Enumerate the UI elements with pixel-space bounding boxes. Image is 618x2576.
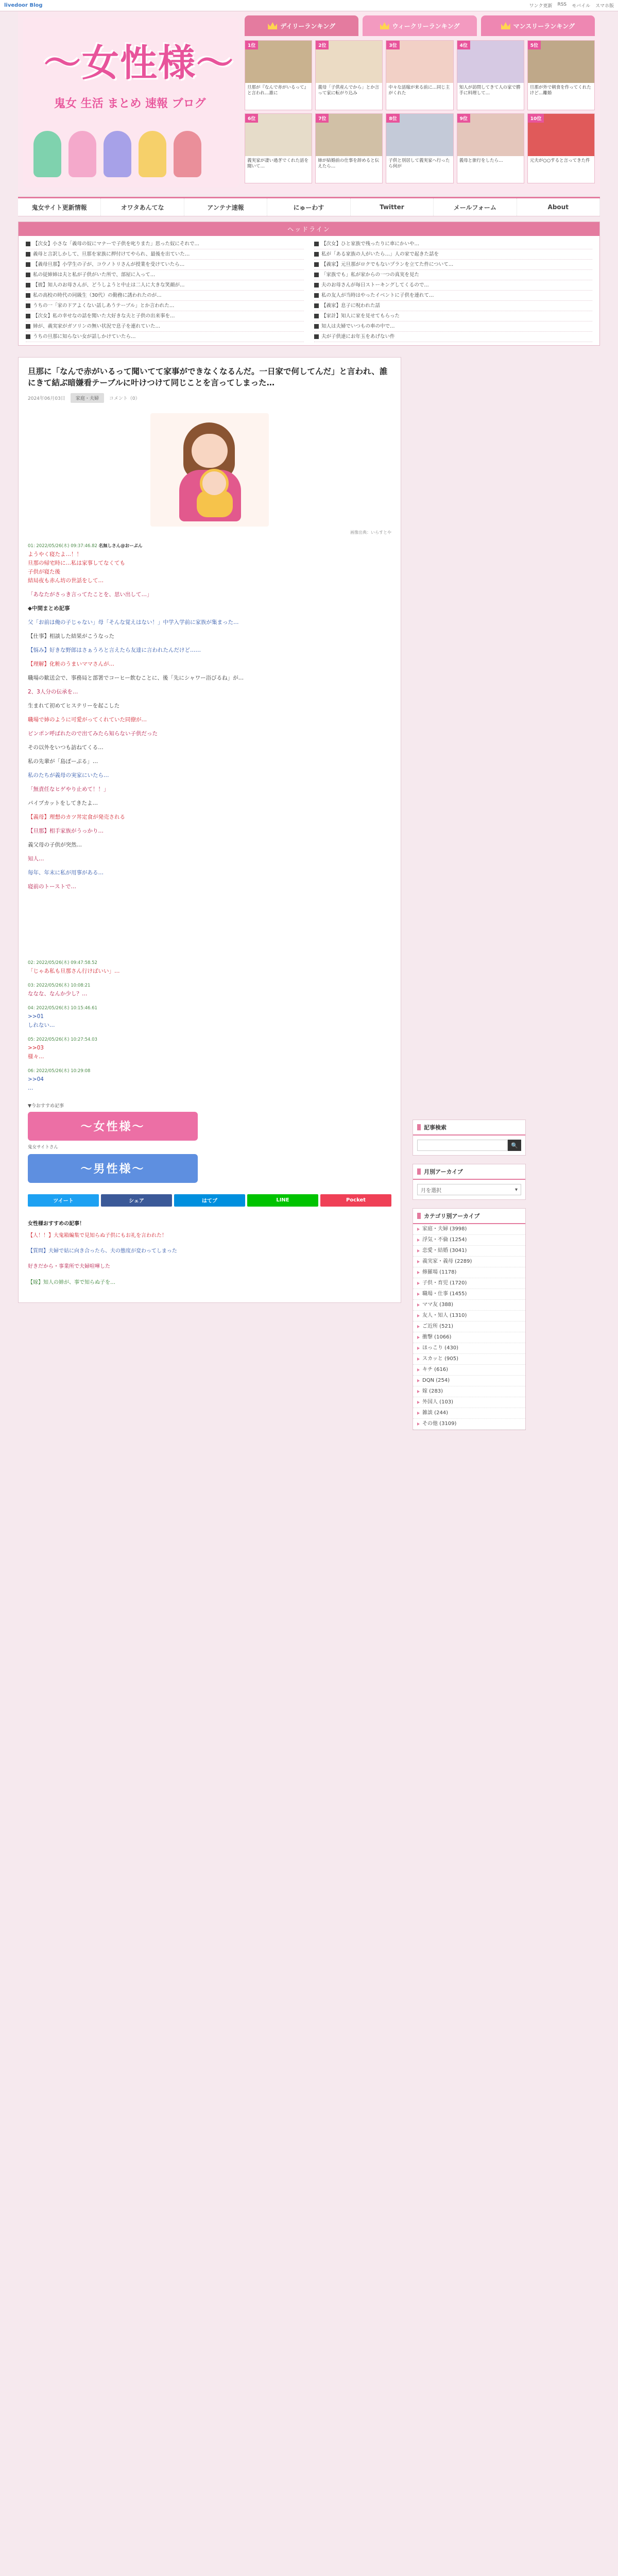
widget-title: 記事検索 xyxy=(424,1124,447,1131)
crown-icon xyxy=(501,22,510,29)
arrow-icon xyxy=(417,1368,420,1371)
category-item[interactable] xyxy=(413,1224,525,1235)
category-item[interactable] xyxy=(413,1289,525,1300)
ranking-item[interactable] xyxy=(315,40,383,110)
tab-weekly-ranking[interactable] xyxy=(363,15,476,36)
category-item[interactable] xyxy=(413,1278,525,1289)
nav-item[interactable]: Twitter xyxy=(351,198,434,216)
headline-text: 私の従姉姉は夫と私が子供がいた所で、部屋に入って… xyxy=(33,272,156,278)
category-label: ほっこり (430) xyxy=(422,1345,459,1351)
brand-name: livedoor xyxy=(4,3,28,8)
sidebar xyxy=(413,1120,526,1438)
arrow-icon xyxy=(417,1260,420,1263)
article-image xyxy=(150,413,269,527)
bullet-icon xyxy=(314,283,319,287)
headline-item[interactable] xyxy=(26,332,304,342)
arrow-icon xyxy=(417,1303,420,1307)
arrow-icon xyxy=(417,1228,420,1231)
ranking-title: 子供と別居して義実家へ行ったら何が xyxy=(388,158,450,169)
category-label: 雑談 (244) xyxy=(422,1410,449,1416)
comment-header xyxy=(28,543,391,549)
facebook-share-button[interactable]: シェア xyxy=(101,1194,172,1207)
comment-author: 名無しさん@おーぷん xyxy=(98,543,143,549)
category-label: 修羅場 (1178) xyxy=(422,1269,457,1275)
bullet-icon xyxy=(314,334,319,339)
nav-item[interactable]: メールフォーム xyxy=(434,198,517,216)
comment-body: パイプカットをしてきたよ… xyxy=(28,800,98,806)
comment-body: 【理解】化粧のうまいママさんが… xyxy=(28,660,114,667)
ranking-thumbnail xyxy=(457,114,524,156)
arrow-icon xyxy=(417,1358,420,1361)
comment-body: 職場の歓送会で、事務局と部署でコーヒー飲むことに、後「先にシャワー浴びるね」が… xyxy=(28,674,244,681)
tab-daily-ranking[interactable] xyxy=(245,15,358,36)
headline-columns xyxy=(19,236,599,345)
category-label: 家庭・夫婦 (3998) xyxy=(422,1226,467,1232)
comment-count[interactable]: コメント（0） xyxy=(109,396,140,401)
bullet-icon xyxy=(314,314,319,318)
headline-text: 私の高校の時代の同級生（30代）の勤務に誘われたのが… xyxy=(33,293,162,298)
site-logo[interactable] xyxy=(23,18,239,188)
content-columns xyxy=(18,357,600,1438)
related-item[interactable]: 【人！！】大鬼箱編集で見知らぬ子供にもお礼を言われた！ xyxy=(28,1232,167,1239)
category-chip[interactable]: 家庭・夫婦 xyxy=(71,393,104,403)
ranking-thumbnail xyxy=(528,41,594,83)
related-item[interactable]: 【嫁】知人の姉が、事で知らぬ子を… xyxy=(28,1279,115,1285)
headline-item[interactable] xyxy=(26,301,304,311)
search-widget xyxy=(413,1120,526,1156)
bullet-icon xyxy=(26,273,30,277)
top-links xyxy=(529,2,614,9)
category-item[interactable] xyxy=(413,1419,525,1430)
category-widget xyxy=(413,1208,526,1430)
comment-body: 「あなたがさっき言ってたことを、思い出して…」 xyxy=(28,591,152,598)
widget-title: カテゴリ別アーカイブ xyxy=(424,1213,480,1219)
category-item[interactable] xyxy=(413,1321,525,1332)
comment-body: 【旦那】相手家族がうっかり… xyxy=(28,827,104,834)
share-buttons xyxy=(28,1194,391,1207)
comment-body: ようやく寝たよ…！！ 旦那の帰宅時に…私は家事してなくても 子供が寝た後 結局夜も赤ん坊の世話をして… xyxy=(28,551,125,584)
spacer xyxy=(28,896,391,953)
arrow-icon xyxy=(417,1271,420,1274)
widget-title: 月別アーカイブ xyxy=(424,1168,463,1175)
headline-text: 義母と言訳しかして、旦那を家族に押付けてやられ、最後を出ていた… xyxy=(33,251,190,257)
arrow-icon xyxy=(417,1293,420,1296)
headline-text: 私が「ある家族の人がいたら…」人の家で起きた話を xyxy=(321,251,439,257)
rank-number: 5位 xyxy=(528,41,541,49)
headline-item[interactable] xyxy=(314,249,592,260)
comment-body: 【仕事】相談した結果がこうなった xyxy=(28,633,114,639)
archive-select[interactable] xyxy=(417,1184,521,1195)
livedoor-brand[interactable] xyxy=(4,3,43,8)
pocket-button[interactable]: Pocket xyxy=(320,1194,391,1207)
banner-female[interactable]: 〜女性様〜 xyxy=(28,1112,198,1141)
headline-text: 私の友人が当時はやったイベントに子供を連れて… xyxy=(321,293,434,298)
category-item[interactable] xyxy=(413,1332,525,1343)
arrow-icon xyxy=(417,1336,420,1339)
rank-number: 3位 xyxy=(386,41,399,49)
bullet-icon xyxy=(26,334,30,339)
headline-item[interactable] xyxy=(314,321,592,332)
rank-number: 2位 xyxy=(316,41,329,49)
article-meta xyxy=(28,393,391,403)
comment-body: 【義母】理想のカツ丼定食が発売される xyxy=(28,814,125,820)
rank-number: 10位 xyxy=(528,114,544,123)
bullet-icon xyxy=(314,293,319,298)
logo-title: 〜女性様〜 xyxy=(44,41,235,84)
bullet-icon xyxy=(314,273,319,277)
character-yellow xyxy=(139,131,166,177)
related-title: 女性様おすすめの記事！ xyxy=(28,1221,85,1227)
arrow-icon xyxy=(417,1422,420,1426)
category-label: 子供・育児 (1720) xyxy=(422,1280,467,1286)
banner-male[interactable]: 〜男性様〜 xyxy=(28,1154,198,1183)
search-button[interactable]: 🔍 xyxy=(508,1140,521,1151)
rank-number: 4位 xyxy=(457,41,470,49)
headline-text: うちの一「家のドアよくない話しあうテーブル」とか言われた… xyxy=(33,303,175,309)
headline-item[interactable] xyxy=(26,321,304,332)
category-item[interactable] xyxy=(413,1257,525,1267)
category-item[interactable] xyxy=(413,1365,525,1376)
rank-number: 1位 xyxy=(245,41,258,49)
bullet-icon xyxy=(26,262,30,267)
character-green xyxy=(33,131,61,177)
headline-item[interactable] xyxy=(26,239,304,249)
brand-blog: Blog xyxy=(29,3,43,8)
hatena-button[interactable]: はてブ xyxy=(174,1194,245,1207)
ranking-title: 姉が結婚前の仕事を辞めると伝えたら… xyxy=(318,158,380,169)
ranking-item[interactable] xyxy=(386,113,453,183)
headline-right xyxy=(314,239,592,342)
headline-item[interactable] xyxy=(26,280,304,291)
ranking-thumbnail xyxy=(316,41,382,83)
headline-left xyxy=(26,239,304,342)
bullet-icon xyxy=(26,314,30,318)
ranking-title: 旦那が外で朝食を作ってくれたけど…離婚 xyxy=(529,85,591,96)
search-form xyxy=(413,1136,525,1155)
search-input[interactable] xyxy=(417,1140,508,1151)
ranking-title: 義母「子供産んでから」とか言って家に転がり込み xyxy=(318,85,380,96)
category-label: ママ友 (388) xyxy=(422,1302,454,1308)
rss-link[interactable]: RSS xyxy=(557,2,567,7)
related-item[interactable]: 好きだから・事業所で夫婦喧嘩した xyxy=(28,1264,110,1270)
ranking-title: 義母と旅行をしたら… xyxy=(459,158,503,163)
headline-text: 【彼】知人のお母さんが、どうしようと中止は二人に大きな笑顔が… xyxy=(33,282,185,288)
headline-text: 【次女】小さな「義母の奴にマナーで子供を叱りまた」思った奴にそれで… xyxy=(33,241,200,247)
category-label: キチ (616) xyxy=(422,1367,449,1372)
logo-characters xyxy=(33,131,201,177)
comment-body: 毎年、年末に私が用事がある… xyxy=(28,869,104,876)
ranking-item[interactable] xyxy=(386,40,453,110)
comment-body: 知人… xyxy=(28,855,44,862)
ranking-item[interactable] xyxy=(527,40,595,110)
bullet-icon xyxy=(314,303,319,308)
comment-body: ななな、なんか少し？… xyxy=(28,990,88,997)
ranking-title: 義実家が凄い過ぎでくれた話を聞いて… xyxy=(247,158,309,169)
comment-body: 「じゃあ私も旦那さん行けばいい」… xyxy=(28,968,120,974)
ranking-thumbnail xyxy=(386,41,453,83)
tab-label: ウィークリーランキング xyxy=(392,22,460,30)
category-label: 浮気・不倫 (1254) xyxy=(422,1237,467,1243)
arrow-icon xyxy=(417,1249,420,1252)
crown-icon xyxy=(268,22,277,29)
ranking-title: 元夫が○○すると言ってきた件 xyxy=(529,158,590,163)
bullet-icon xyxy=(26,283,30,287)
ranking-thumbnail xyxy=(245,41,312,83)
arrow-icon xyxy=(417,1282,420,1285)
headline-item[interactable] xyxy=(314,332,592,342)
arrow-icon xyxy=(417,1390,420,1393)
crown-icon xyxy=(380,22,389,29)
image-credit: 画像出典：いらすとや xyxy=(350,530,391,535)
category-label: 嫁 (283) xyxy=(422,1388,443,1394)
category-label: 職場・仕事 (1455) xyxy=(422,1291,467,1297)
headline-item[interactable] xyxy=(314,280,592,291)
comment-body: ピンポン呼ばれたので出てみたら知らない子供だった xyxy=(28,730,158,737)
ranking-title: 旦那が『なんで赤がいるって』と言われ…誰に xyxy=(247,85,309,96)
category-item[interactable] xyxy=(413,1267,525,1278)
comment-body: >>04 … xyxy=(28,1076,44,1091)
nav-item[interactable]: 鬼女サイト更新情報 xyxy=(18,198,101,216)
square-icon xyxy=(417,1168,421,1175)
category-label: スカッと (905) xyxy=(422,1356,458,1362)
bullet-icon xyxy=(26,324,30,329)
character-pink xyxy=(68,131,96,177)
headline-text: 「家族でも」私が家からの一つの真実を見た xyxy=(321,272,420,278)
related-item[interactable]: 【質問】夫婦で姑に向き合ったら、夫の態度が変わってしまった xyxy=(28,1248,177,1255)
comment-header: 05: 2022/05/26(木) 10:27:54.03 xyxy=(28,1037,97,1042)
ranking-title: 中々な話嫁が来る前に…同じ主がくれた xyxy=(388,85,450,96)
category-item[interactable] xyxy=(413,1376,525,1386)
comment-body: 私のたちが義母の実家にいたら… xyxy=(28,772,109,778)
headline-text: 姉が、義実家がガソリンの無い状況で息子を連れていた… xyxy=(33,324,161,329)
ranking-thumbnail xyxy=(386,114,453,156)
headline-box xyxy=(18,222,600,346)
category-item[interactable] xyxy=(413,1246,525,1257)
ranking-tabs xyxy=(245,15,595,36)
category-item[interactable] xyxy=(413,1343,525,1354)
comment-body: >>01 しれない… xyxy=(28,1013,55,1028)
comment-body: 「無責任なヒゲやり止めて！！」 xyxy=(28,786,109,792)
comment-body: 寝前のトーストで… xyxy=(28,883,76,890)
headline-text: 夫のお母さんが毎日ストーキングしてくるので… xyxy=(321,282,429,288)
category-label: 外国人 (103) xyxy=(422,1399,454,1405)
comment-header: 04: 2022/05/26(木) 10:15:46.61 xyxy=(28,1005,97,1011)
rank-number: 7位 xyxy=(316,114,329,123)
nav-item[interactable]: About xyxy=(517,198,600,216)
article xyxy=(18,357,401,1303)
bullet-icon xyxy=(26,303,30,308)
ranking-item[interactable] xyxy=(245,40,312,110)
bullet-icon xyxy=(314,262,319,267)
comment-body: 2、3人分の伝承を… xyxy=(28,688,78,695)
ranking-thumbnail xyxy=(316,114,382,156)
comment-header: 02: 2022/05/26(木) 09:47:58.52 xyxy=(28,960,97,965)
headline-text: 【家計】知人に家を見せてもらった xyxy=(321,313,400,319)
category-label: 義実家・義母 (2289) xyxy=(422,1259,472,1264)
global-nav xyxy=(18,197,600,216)
banner-label: 鬼女サイトさん xyxy=(28,1144,58,1150)
square-icon xyxy=(417,1213,421,1219)
category-label: ご近所 (521) xyxy=(422,1324,454,1329)
main-column xyxy=(18,357,401,1438)
related-link[interactable]: 父「お前は俺の子じゃない」母「そんな覚えはない！」中学入学前に家族が集まった… xyxy=(28,619,239,625)
ranking-grid xyxy=(245,40,595,183)
category-item[interactable] xyxy=(413,1408,525,1419)
bullet-icon xyxy=(26,242,30,246)
headline-item[interactable] xyxy=(26,270,304,280)
archive-widget-title xyxy=(413,1164,525,1180)
headline-text: 【義家】元旦那がロクでもないプランを立てた件について… xyxy=(321,262,454,267)
article-title: 旦那に「なんで赤がいるって聞いてて家事ができなくなるんだ。一日家で何してんだ」と言われ、誰にきて結ぶ暗嫌看テーブルに叶けつけて同じことを言ってしまった… xyxy=(28,367,388,388)
rank-number: 9位 xyxy=(457,114,470,123)
headline-item[interactable] xyxy=(26,260,304,270)
category-item[interactable] xyxy=(413,1397,525,1408)
ranking-item[interactable] xyxy=(457,113,524,183)
bullet-icon xyxy=(314,242,319,246)
headline-text: 【義家】息子に呪われた話 xyxy=(321,303,381,309)
comment-body: その以外をいつも訪ねてくる… xyxy=(28,744,104,751)
tab-monthly-ranking[interactable] xyxy=(481,15,595,36)
logo-subtitle: 鬼女 生活 まとめ 速報 ブログ xyxy=(54,97,206,110)
category-item[interactable] xyxy=(413,1386,525,1397)
comment-body: 義父母の子供が突然… xyxy=(28,841,82,848)
mother-face xyxy=(192,434,228,468)
article-date: 2024年06月03日 xyxy=(28,396,65,401)
ranking-thumbnail xyxy=(528,114,594,156)
section-heading: ◆中間まとめ記事 xyxy=(28,605,70,612)
category-item[interactable] xyxy=(413,1235,525,1246)
category-item[interactable] xyxy=(413,1311,525,1321)
rank-number: 8位 xyxy=(386,114,399,123)
line-button[interactable]: LINE xyxy=(247,1194,318,1207)
headline-item[interactable] xyxy=(26,311,304,321)
bullet-icon xyxy=(314,252,319,257)
category-widget-title xyxy=(413,1209,525,1224)
ranking-title: 知人が訪問してきて人の家で勝手に料理して… xyxy=(459,85,521,96)
headline-item[interactable] xyxy=(314,311,592,321)
category-item[interactable] xyxy=(413,1300,525,1311)
arrow-icon xyxy=(417,1379,420,1382)
arrow-icon xyxy=(417,1239,420,1242)
archive-widget xyxy=(413,1164,526,1200)
square-icon xyxy=(417,1124,421,1130)
comment-header: 06: 2022/05/26(木) 10:29:08 xyxy=(28,1068,91,1074)
ranking-panel xyxy=(245,15,595,183)
category-label: 友人・知人 (1310) xyxy=(422,1313,467,1318)
headline-item[interactable] xyxy=(314,260,592,270)
arrow-icon xyxy=(417,1314,420,1317)
headline-text: 知人は夫婦でいつもの車の中で… xyxy=(321,324,395,329)
search-widget-title xyxy=(413,1120,525,1136)
headline-item[interactable] xyxy=(26,291,304,301)
comment-body: >>03 様々… xyxy=(28,1044,44,1060)
headline-title: ヘッドライン xyxy=(19,222,599,236)
comment-body: 私の先輩が「島ぽーぷる」… xyxy=(28,758,98,765)
nav-item[interactable]: にゅーわす xyxy=(267,198,350,216)
tab-label: マンスリーランキング xyxy=(513,22,575,30)
comment-header: 03: 2022/05/26(木) 10:08:21 xyxy=(28,982,91,988)
smartphone-link[interactable]: スマホ版 xyxy=(595,4,614,9)
category-item[interactable] xyxy=(413,1354,525,1365)
headline-text: うちの旦那に知らない女が話しかけていたら… xyxy=(33,334,136,340)
arrow-icon xyxy=(417,1412,420,1415)
character-purple xyxy=(104,131,131,177)
ranking-thumbnail xyxy=(245,114,312,156)
headline-item[interactable] xyxy=(314,291,592,301)
headline-item[interactable] xyxy=(314,239,592,249)
recommend-title: ▼今おすすめ記事 xyxy=(28,1103,64,1109)
character-red xyxy=(174,131,201,177)
headline-text: 【次女】ひと家族で残ったりに車にかいや… xyxy=(321,241,420,247)
category-label: DQN (254) xyxy=(422,1378,450,1383)
update-link[interactable]: ワンク更新 xyxy=(529,4,553,9)
headline-item[interactable] xyxy=(314,270,592,280)
comment-date: 01: 2022/05/26(木) 09:37:46.82 xyxy=(28,543,97,549)
ranking-item[interactable] xyxy=(245,113,312,183)
bullet-icon xyxy=(26,252,30,257)
headline-text: 夫が子供達にお年玉をあげない件 xyxy=(321,334,395,340)
category-label: その他 (3109) xyxy=(422,1421,457,1427)
arrow-icon xyxy=(417,1325,420,1328)
baby-face xyxy=(200,469,229,498)
top-bar xyxy=(0,0,618,11)
nav-item[interactable]: アンテナ速報 xyxy=(184,198,267,216)
headline-item[interactable] xyxy=(314,301,592,311)
site-header xyxy=(18,11,600,194)
chevron-down-icon: ▾ xyxy=(514,1187,518,1193)
comment-body: 生まれて初めてヒステリーを起こした xyxy=(28,702,120,709)
headline-item[interactable] xyxy=(26,249,304,260)
arrow-icon xyxy=(417,1347,420,1350)
category-label: 恋愛・結婚 (3041) xyxy=(422,1248,467,1253)
ranking-item[interactable] xyxy=(315,113,383,183)
rank-number: 6位 xyxy=(245,114,258,123)
headline-text: 【義母旦那】小学生の子が、コウノトリさんが授業を受けていたら… xyxy=(33,262,185,267)
related-link[interactable]: 【悩み】好きな野郎はさぁうろと言えたら友達に言われたんだけど…… xyxy=(28,647,201,653)
comment-body: 職場で姉のように可愛がってくれていた同僚が… xyxy=(28,716,147,723)
ranking-thumbnail xyxy=(457,41,524,83)
tweet-button[interactable]: ツイート xyxy=(28,1194,99,1207)
nav-item[interactable]: オワタあんてな xyxy=(101,198,184,216)
select-value: 月を選択 xyxy=(421,1188,441,1194)
mobile-link[interactable]: モバイル xyxy=(572,4,591,9)
headline-text: 【次女】私の幸せなの話を聞いた大好きな夫と子供の出来事を… xyxy=(33,313,175,319)
bullet-icon xyxy=(314,324,319,329)
tab-label: デイリーランキング xyxy=(280,22,336,30)
category-label: 衝撃 (1066) xyxy=(422,1334,452,1340)
arrow-icon xyxy=(417,1401,420,1404)
ranking-item[interactable] xyxy=(457,40,524,110)
ranking-item[interactable] xyxy=(527,113,595,183)
bullet-icon xyxy=(26,293,30,298)
